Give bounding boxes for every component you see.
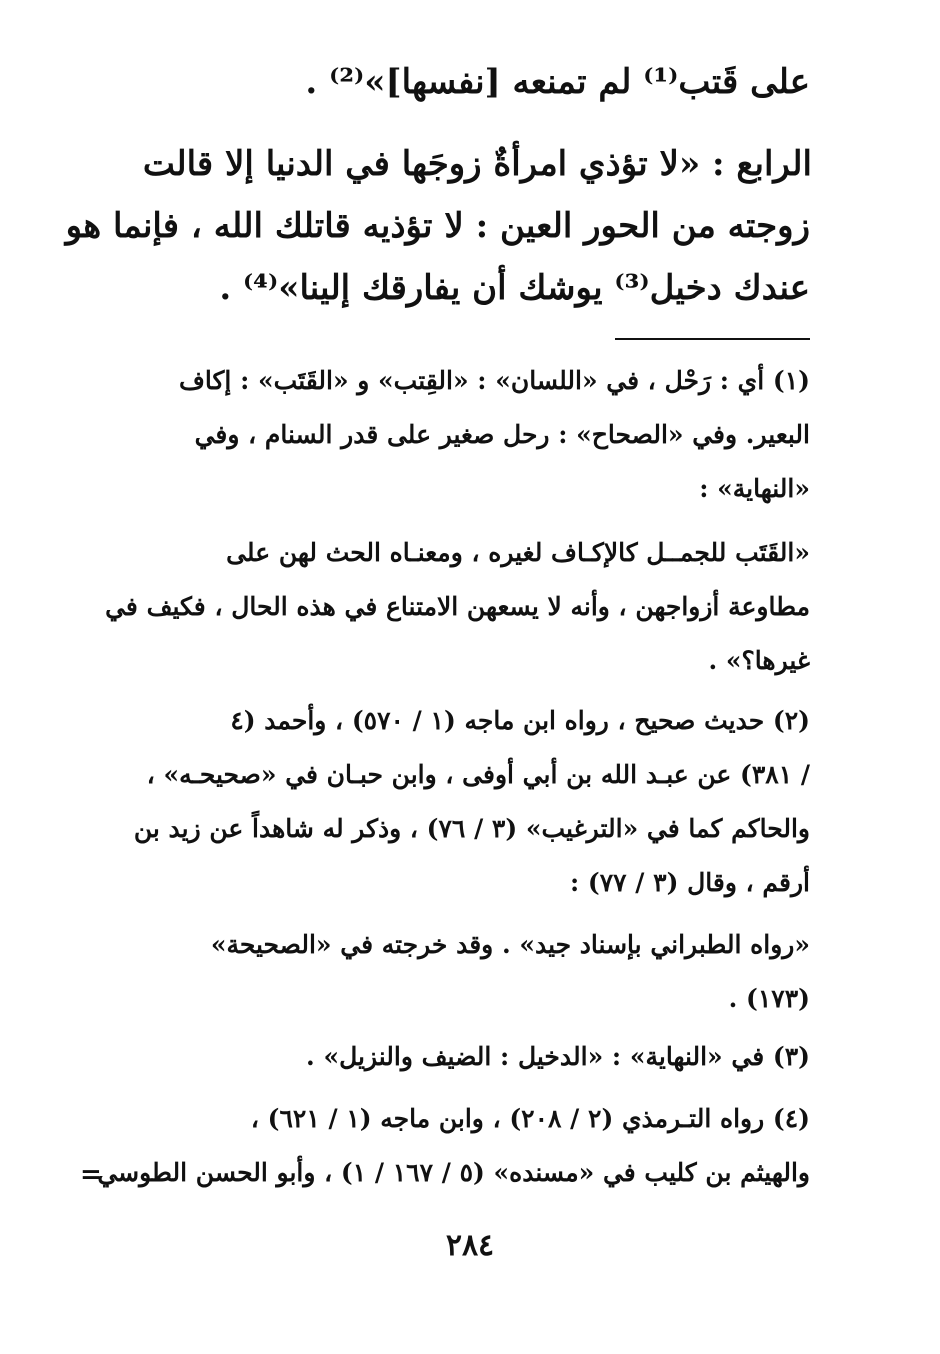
footnote-separator: [615, 338, 810, 340]
footnote-1-quote-line-2: مطاوعة أزواجهن ، وأنه لا يسعهن الامتناع في هذه الحال ، فكيف في: [105, 592, 810, 621]
footnote-1-line-3: «النهاية» :: [699, 474, 810, 503]
main-text-line-3: زوجته من الحور العين : لا تؤذيه قاتلك الله ، فإنما هو: [65, 206, 810, 246]
footnote-2-line-2: / ٣٨١) عن عبـد الله بن أبي أوفى ، وابن حبـان في «صحيحـه» ،: [146, 760, 810, 789]
main-text-line-2: الرابع : «لا تؤذي امرأةٌ زوجَها في الدنيا إلا قالت: [142, 144, 812, 184]
footnote-2-line-1: (٢) حديث صحيح ، رواه ابن ماجه (١ / ٥٧٠) ، وأحمد (٤: [230, 706, 810, 735]
footnote-1-line-1: (١) أي : رَحْل ، في «اللسان» : «القِتب» و «القَتَب» : إكاف: [179, 366, 810, 395]
footnote-1-quote-line-3: غيرها؟» .: [708, 646, 810, 675]
footnote-4-line-1: (٤) رواه التـرمذي (٢ / ٢٠٨) ، وابن ماجه (١ / ٦٢١) ،: [250, 1104, 810, 1133]
footnote-4-line-2: والهيثم بن كليب في «مسنده» (٥ / ١٦٧ / ١) ، وأبو الحسن الطوسي: [97, 1158, 810, 1187]
main-text-line-1: على قَتب⁽¹⁾ لم تمنعه [نفسها]»⁽²⁾ .: [305, 62, 810, 102]
main-text-line-4: عندك دخيل⁽³⁾ يوشك أن يفارقك إلينا»⁽⁴⁾ .: [219, 268, 810, 308]
footnote-2-quote-line-1: «رواه الطبراني بإسناد جيد» . وقد خرجته في «الصحيحة»: [210, 930, 810, 959]
footnote-2-line-3: والحاكم كما في «الترغيب» (٣ / ٧٦) ، وذكر له شاهداً عن زيد بن: [133, 814, 810, 843]
footnote-2-quote-line-2: (١٧٣) .: [728, 984, 810, 1013]
continuation-mark: =: [80, 1160, 102, 1190]
page-number: ٢٨٤: [445, 1228, 495, 1263]
footnote-1-line-2: البعير. وفي «الصحاح» : رحل صغير على قدر السنام ، وفي: [194, 420, 810, 449]
footnote-3-line-1: (٣) في «النهاية» : «الدخيل : الضيف والنزيل» .: [306, 1042, 810, 1071]
footnote-1-quote-line-1: «القَتَب للجمــل كالإكـاف لغيره ، ومعنـاه الحث لهن على: [226, 538, 810, 567]
footnote-2-line-4: أرقم ، وقال (٣ / ٧٧) :: [569, 868, 810, 897]
